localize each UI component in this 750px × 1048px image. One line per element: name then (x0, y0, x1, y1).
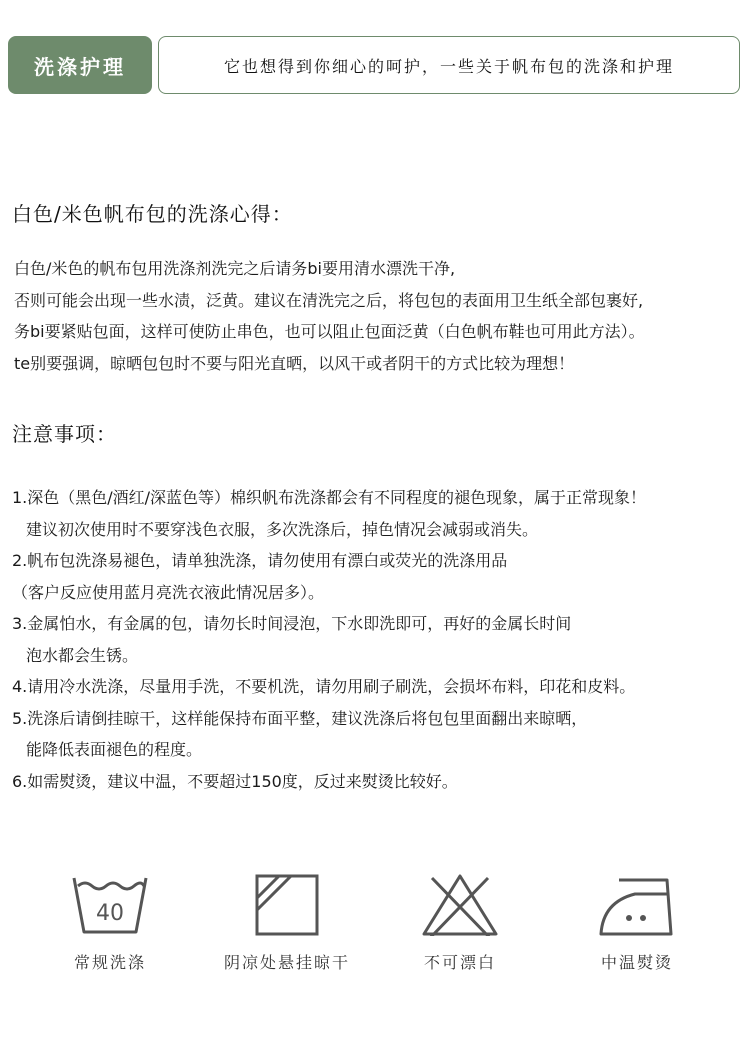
wash-temperature: 40 (96, 901, 124, 926)
notes-list (12, 482, 646, 797)
wash-40-icon (70, 872, 150, 936)
care-label: 中温熨烫 (600, 953, 673, 972)
paragraph-line: 否则可能会出现一些水渍，泛黄。建议在清洗完之后，将包包的表面用卫生纸全部包裹好, (14, 290, 644, 310)
note-line: 5.洗涤后请倒挂晾干，这样能保持布面平整，建议洗涤后将包包里面翻出来晾晒， (12, 708, 588, 728)
note-line: 1.深色（黑色/酒红/深蓝色等）棉织帆布洗涤都会有不同程度的褪色现象，属于正常现象！ (12, 488, 647, 507)
washing-tips-paragraph (14, 253, 645, 379)
care-icon-bleach (370, 872, 550, 973)
section-title-washing-tips: 白色/米色帆布包的洗涤心得： (12, 202, 293, 226)
header-subtitle: 它也想得到你细心的呵护，一些关于帆布包的洗涤和护理 (158, 36, 740, 94)
care-label: 阴凉处悬挂晾干 (223, 953, 350, 972)
care-icon-dry (197, 872, 377, 973)
paragraph-line: 白色/米色的帆布包用洗涤剂洗完之后请务bi要用清水漂洗干净, (14, 259, 456, 278)
paragraph-line: te别要强调，晾晒包包时不要与阳光直晒，以风干或者阴干的方式比较为理想！ (14, 353, 575, 373)
note-line: 6.如需熨烫，建议中温，不要超过150度，反过来熨烫比较好。 (12, 771, 458, 791)
note-line: （客户反应使用蓝月亮洗衣液此情况居多）。 (12, 582, 325, 602)
care-icons (0, 872, 750, 992)
note-line: 4.请用冷水洗涤，尽量用手洗，不要机洗，请勿用刷子刷洗，会损坏布料，印花和皮料。 (12, 677, 636, 696)
note-line: 泡水都会生锈。 (26, 645, 139, 665)
no-bleach-icon (420, 872, 500, 936)
care-icon-wash (20, 872, 200, 973)
iron-medium-icon (597, 872, 677, 936)
section-title-notes: 注意事项： (12, 422, 117, 446)
note-line: 建议初次使用时不要穿浅色衣服，多次洗涤后，掉色情况会减弱或消失。 (26, 519, 539, 539)
header-label: 洗涤护理 (8, 36, 152, 94)
note-line: 能降低表面褪色的程度。 (26, 740, 203, 759)
note-line: 3.金属怕水，有金属的包，请勿长时间浸泡，下水即洗即可，再好的金属长时间 (12, 614, 572, 633)
shade-dry-icon (247, 872, 327, 936)
care-icon-iron (547, 872, 727, 973)
header (8, 36, 740, 96)
care-label: 常规洗涤 (73, 953, 146, 972)
care-label: 不可漂白 (423, 953, 496, 972)
paragraph-line: 务bi要紧贴包面，这样可使防止串色，也可以阻止包面泛黄（白色帆布鞋也可用此方法）。 (14, 322, 645, 341)
note-line: 2.帆布包洗涤易褪色，请单独洗涤，请勿使用有漂白或荧光的洗涤用品 (12, 551, 508, 570)
